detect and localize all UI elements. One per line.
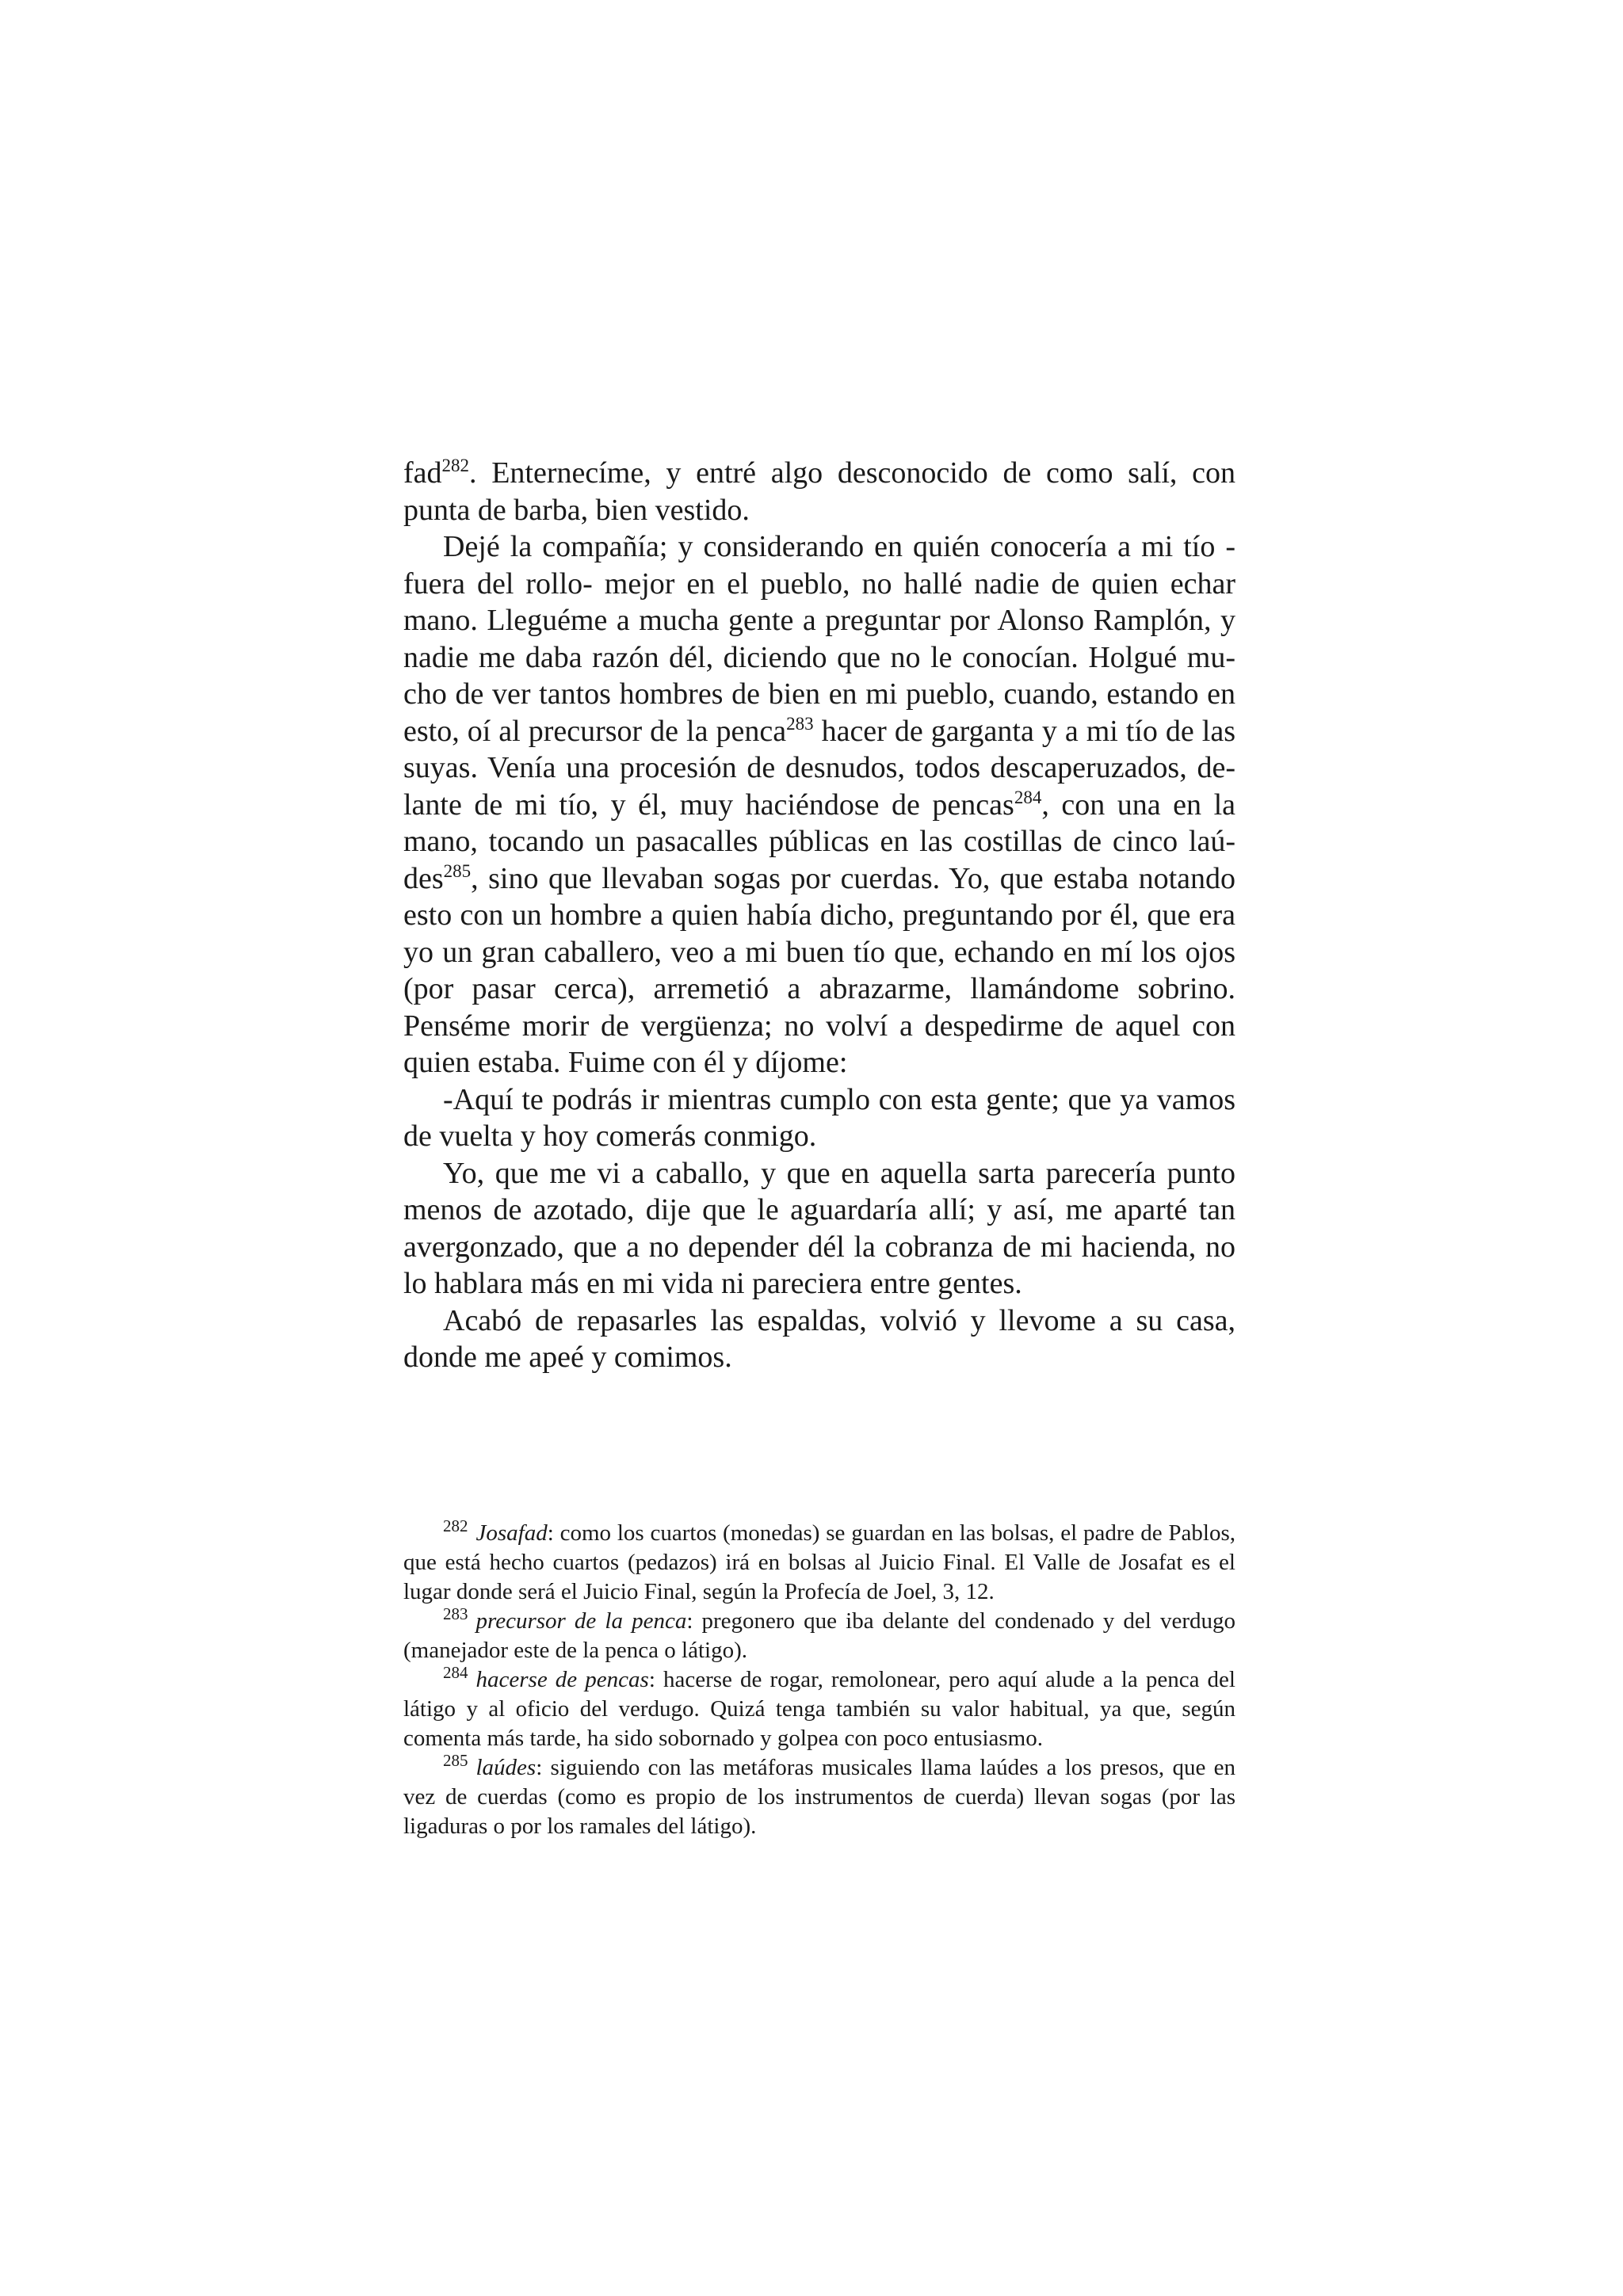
footnote-284 (403, 1665, 1235, 1753)
footnote-ref-282[interactable]: 282 (441, 456, 470, 475)
footnote-term: Josafad (475, 1520, 548, 1546)
footnote-282 (403, 1516, 1235, 1607)
paragraph-2 (403, 528, 1235, 1081)
paragraph-1-text-a: fad (403, 456, 442, 490)
footnote-text: : pregonero que iba delante del condenado y del verdugo (manejador este de la penca o látigo). (403, 1608, 1235, 1663)
paragraph-5: Acabó de repasarles las espaldas, volvió y llevome a su casa, donde me apeé y comimos. (403, 1303, 1235, 1374)
footnote-ref-284[interactable]: 284 (1014, 787, 1042, 807)
footnote-term: hacerse de pencas (475, 1667, 649, 1692)
footnote-285 (403, 1753, 1235, 1841)
footnote-number: 282 (443, 1516, 468, 1535)
footnote-ref-283[interactable]: 283 (786, 713, 814, 734)
footnote-text: : como los cuartos (monedas) se guardan en las bolsas, el padre de Pablos, que está hecho cuartos (pedazos) irá en bolsas al Juicio Final. El Valle de Josafat es el lugar donde será el Juicio Final, según la Profecía de Joel, 3, 12. (403, 1520, 1235, 1604)
footnote-number: 285 (443, 1751, 468, 1770)
paragraph-3: -Aquí te podrás ir mientras cumplo con esta gente; que ya vamos de vuelta y hoy comerás conmigo. (403, 1082, 1235, 1153)
footnote-number: 284 (443, 1663, 468, 1682)
footnote-text: : hacerse de rogar, remolonear, pero aquí alude a la penca del látigo y al oficio del verdugo. Quizá tenga también su valor habitual, ya que, según comenta más tarde, ha sido sobornado y golpea con poco entusiasmo. (403, 1667, 1235, 1751)
page-content (403, 455, 1235, 1376)
paragraph-2-text-a: Dejé la compañía; y considerando en quién conocería a mi tío -fuera del rollo- mejor en el pueblo, no hallé nadie de quien echar mano. Lleguéme a mucha gente a preguntar por Alonso Ramplón, y nadie me daba razón dél, diciendo que no le conocían. Holgué mucho de ver tantos hombres de bien en mi pueblo, cuando, estando en esto, oí al precursor de la penca (403, 530, 1235, 748)
footnote-ref-285[interactable]: 285 (443, 860, 472, 881)
paragraph-2-text-c: , con una en la mano, tocando un pasacalles públicas en las costillas de cinco laúdes (403, 788, 1235, 895)
paragraph-1 (403, 455, 1235, 528)
paragraph-1-text-b: . Enternecíme, y entré algo desconocido de como salí, con punta de barba, bien vestido. (403, 456, 1235, 527)
footnote-number: 283 (443, 1604, 468, 1623)
footnote-term: precursor de la penca (475, 1608, 687, 1634)
paragraph-2-text-d: , sino que llevaban sogas por cuerdas. Yo, que estaba notando esto con un hombre a quien había dicho, preguntando por él, que era yo un gran caballero, veo a mi buen tío que, echando en mí los ojos (por pasar cerca), arremetió a abrazarme, llamándome sobrino. Penséme morir de vergüenza; no volví a despedirme de aquel con quien estaba. Fuime con él y díjome: (403, 861, 1235, 1079)
footnote-term: laúdes (475, 1755, 537, 1780)
paragraph-4: Yo, que me vi a caballo, y que en aquella sarta parecería punto menos de azotado, dije que le aguardaría allí; y así, me aparté tan avergonzado, que a no depender dél la cobranza de mi hacienda, no lo hablara más en mi vida ni pareciera entre gentes. (403, 1156, 1235, 1300)
footnote-283 (403, 1604, 1235, 1665)
footnote-text: : siguiendo con las metáforas musicales llama laúdes a los presos, que en vez de cuerdas (como es propio de los instrumentos de cuerda) llevan sogas (por las ligaduras o por los ramales del látigo). (403, 1755, 1235, 1839)
paragraph-2-text-b: hacer de garganta y a mi tío de las suyas. Venía una procesión de desnudos, todos descaperuzados, delante de mi tío, y él, muy haciéndose de pencas (403, 714, 1235, 822)
body-text (403, 455, 1235, 1376)
footnotes (403, 1516, 1235, 1841)
